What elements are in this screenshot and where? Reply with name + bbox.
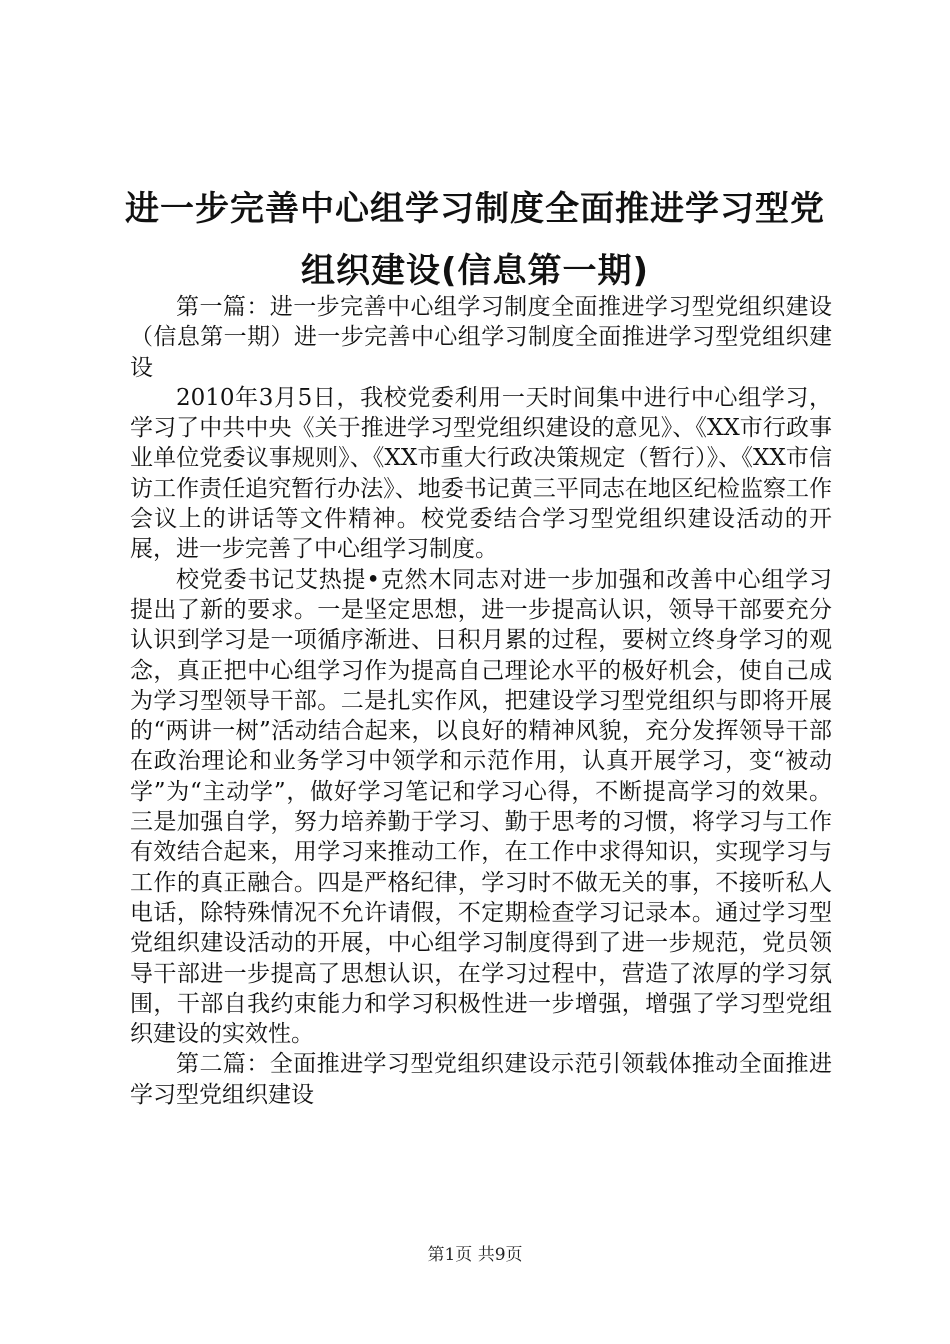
paragraph-2: 2010年3月5日，我校党委利用一天时间集中进行中心组学习，学习了中共中央《关于推进学习型党组织建设的意见》、《XX市行政事业单位党委议事规则》、《XX市重大行政决策规定（暂行）》、《XX市信访工作责任追究暂行办法》、地委书记黄三平同志在地区纪检监察工作会议上的讲话等文件精神。校党委结合学习型党组织建设活动的开展，进一步完善了中心组学习制度。	[130, 384, 832, 563]
paragraph-4: 第二篇：全面推进学习型党组织建设示范引领载体推动全面推进学习型党组织建设	[130, 1051, 832, 1108]
page-footer: 第1页 共9页	[427, 1245, 523, 1265]
document-body	[130, 292, 832, 1110]
paragraph-1: 第一篇：进一步完善中心组学习制度全面推进学习型党组织建设（信息第一期）进一步完善中心组学习制度全面推进学习型党组织建设	[130, 294, 832, 381]
paragraph-3: 校党委书记艾热提•克然木同志对进一步加强和改善中心组学习提出了新的要求。一是坚定思想，进一步提高认识，领导干部要充分认识到学习是一项循序渐进、日积月累的过程，要树立终身学习的观念，真正把中心组学习作为提高自己理论水平的极好机会，使自己成为学习型领导干部。二是扎实作风，把建设学习型党组织与即将开展的“两讲一树”活动结合起来，以良好的精神风貌，充分发挥领导干部在政治理论和业务学习中领学和示范作用，认真开展学习，变“被动学”为“主动学”，做好学习笔记和学习心得，不断提高学习的效果。三是加强自学，努力培养勤于学习、勤于思考的习惯，将学习与工作有效结合起来，用学习来推动工作，在工作中求得知识，实现学习与工作的真正融合。四是严格纪律，学习时不做无关的事，不接听私人电话，除特殊情况不允许请假，不定期检查学习记录本。通过学习型党组织建设活动的开展，中心组学习制度得到了进一步规范，党员领导干部进一步提高了思想认识，在学习过程中，营造了浓厚的学习氛围，干部自我约束能力和学习积极性进一步增强，增强了学习型党组织建设的实效性。	[130, 566, 832, 1048]
title-line-2: 组织建设(信息第一期)	[300, 251, 650, 291]
document-title	[100, 178, 850, 302]
title-line-1: 进一步完善中心组学习制度全面推进学习型党	[125, 189, 825, 229]
